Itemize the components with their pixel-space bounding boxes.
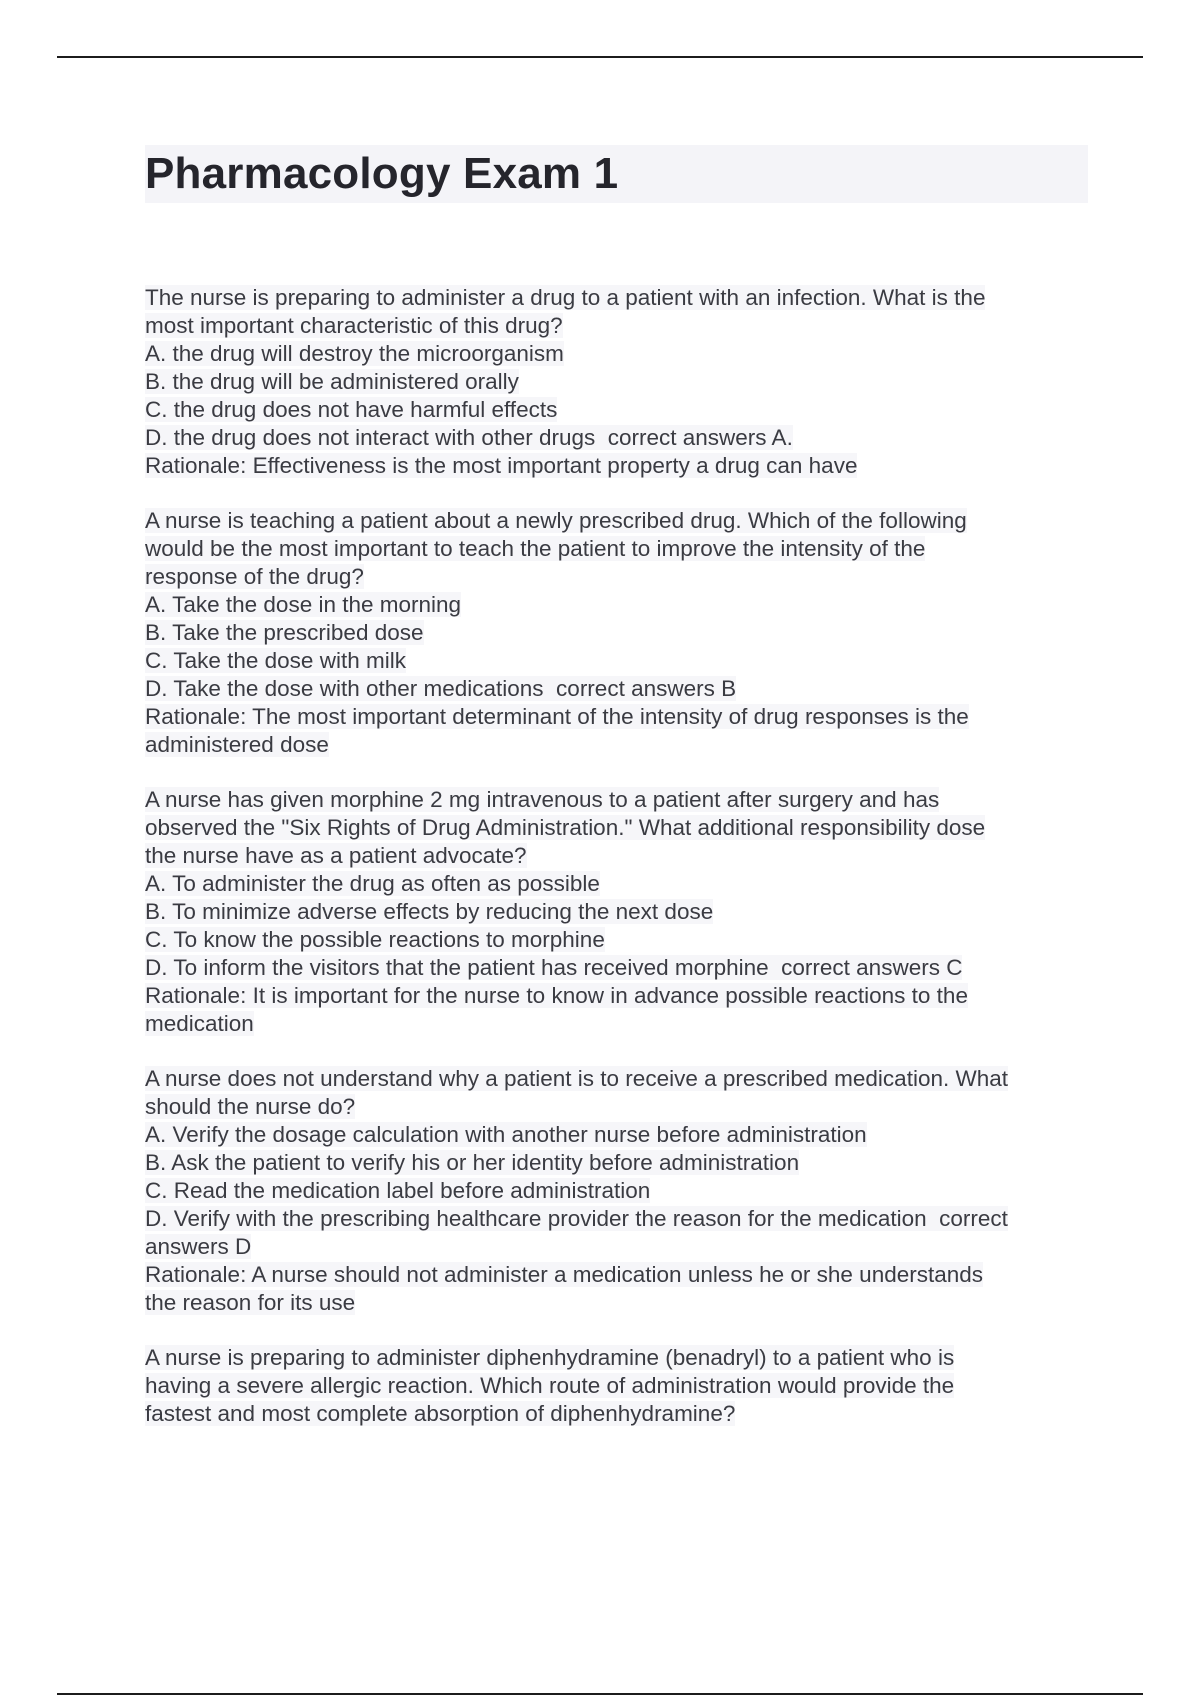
question-text: A nurse is preparing to administer diphenhydramine (benadryl) to a patient who is: [145, 1345, 955, 1370]
answer-option: D. Take the dose with other medications correct answers B: [145, 676, 737, 701]
answer-option: D. the drug does not interact with other drugs correct answers A.: [145, 425, 793, 450]
question-text: A nurse does not understand why a patient is to receive a prescribed medication. What: [145, 1066, 1008, 1091]
question-block: [145, 786, 1085, 1038]
bottom-rule: [57, 1693, 1143, 1695]
question-block: [145, 1344, 1085, 1428]
question-block: [145, 284, 1085, 480]
answer-option: C. Take the dose with milk: [145, 648, 406, 673]
question-block: [145, 1065, 1085, 1317]
answer-option: B. the drug will be administered orally: [145, 369, 519, 394]
question-text: observed the "Six Rights of Drug Administration." What additional responsibility dose: [145, 815, 986, 840]
answer-option: B. Ask the patient to verify his or her identity before administration: [145, 1150, 800, 1175]
answer-option: A. Take the dose in the morning: [145, 592, 462, 617]
top-rule: [57, 56, 1143, 58]
rationale-text: Rationale: A nurse should not administer a medication unless he or she understands: [145, 1262, 984, 1287]
question-text: response of the drug?: [145, 564, 364, 589]
question-text: would be the most important to teach the patient to improve the intensity of the: [145, 536, 926, 561]
answer-option: answers D: [145, 1234, 252, 1259]
answer-option: D. To inform the visitors that the patient has received morphine correct answers C: [145, 955, 963, 980]
answer-option: A. Verify the dosage calculation with another nurse before administration: [145, 1122, 867, 1147]
answer-option: A. the drug will destroy the microorganism: [145, 341, 564, 366]
answer-option: A. To administer the drug as often as possible: [145, 871, 600, 896]
rationale-text: Rationale: The most important determinant of the intensity of drug responses is the: [145, 704, 969, 729]
rationale-text: Rationale: Effectiveness is the most important property a drug can have: [145, 453, 858, 478]
question-text: having a severe allergic reaction. Which route of administration would provide the: [145, 1373, 955, 1398]
rationale-text: medication: [145, 1011, 254, 1036]
question-text: fastest and most complete absorption of diphenhydramine?: [145, 1401, 736, 1426]
answer-option: B. To minimize adverse effects by reducing the next dose: [145, 899, 714, 924]
question-text: the nurse have as a patient advocate?: [145, 843, 527, 868]
question-block: [145, 507, 1085, 759]
answer-option: B. Take the prescribed dose: [145, 620, 424, 645]
question-text: most important characteristic of this drug?: [145, 313, 563, 338]
question-text: The nurse is preparing to administer a drug to a patient with an infection. What is the: [145, 285, 986, 310]
rationale-text: the reason for its use: [145, 1290, 356, 1315]
question-text: A nurse is teaching a patient about a newly prescribed drug. Which of the following: [145, 508, 967, 533]
page-title: Pharmacology Exam 1: [145, 149, 619, 198]
answer-option: C. To know the possible reactions to morphine: [145, 927, 605, 952]
rationale-text: Rationale: It is important for the nurse to know in advance possible reactions to the: [145, 983, 968, 1008]
question-text: A nurse has given morphine 2 mg intravenous to a patient after surgery and has: [145, 787, 940, 812]
rationale-text: administered dose: [145, 732, 329, 757]
question-list: [145, 284, 1085, 1455]
answer-option: D. Verify with the prescribing healthcare provider the reason for the medication correct: [145, 1206, 1008, 1231]
question-text: should the nurse do?: [145, 1094, 356, 1119]
answer-option: C. the drug does not have harmful effects: [145, 397, 558, 422]
answer-option: C. Read the medication label before administration: [145, 1178, 651, 1203]
